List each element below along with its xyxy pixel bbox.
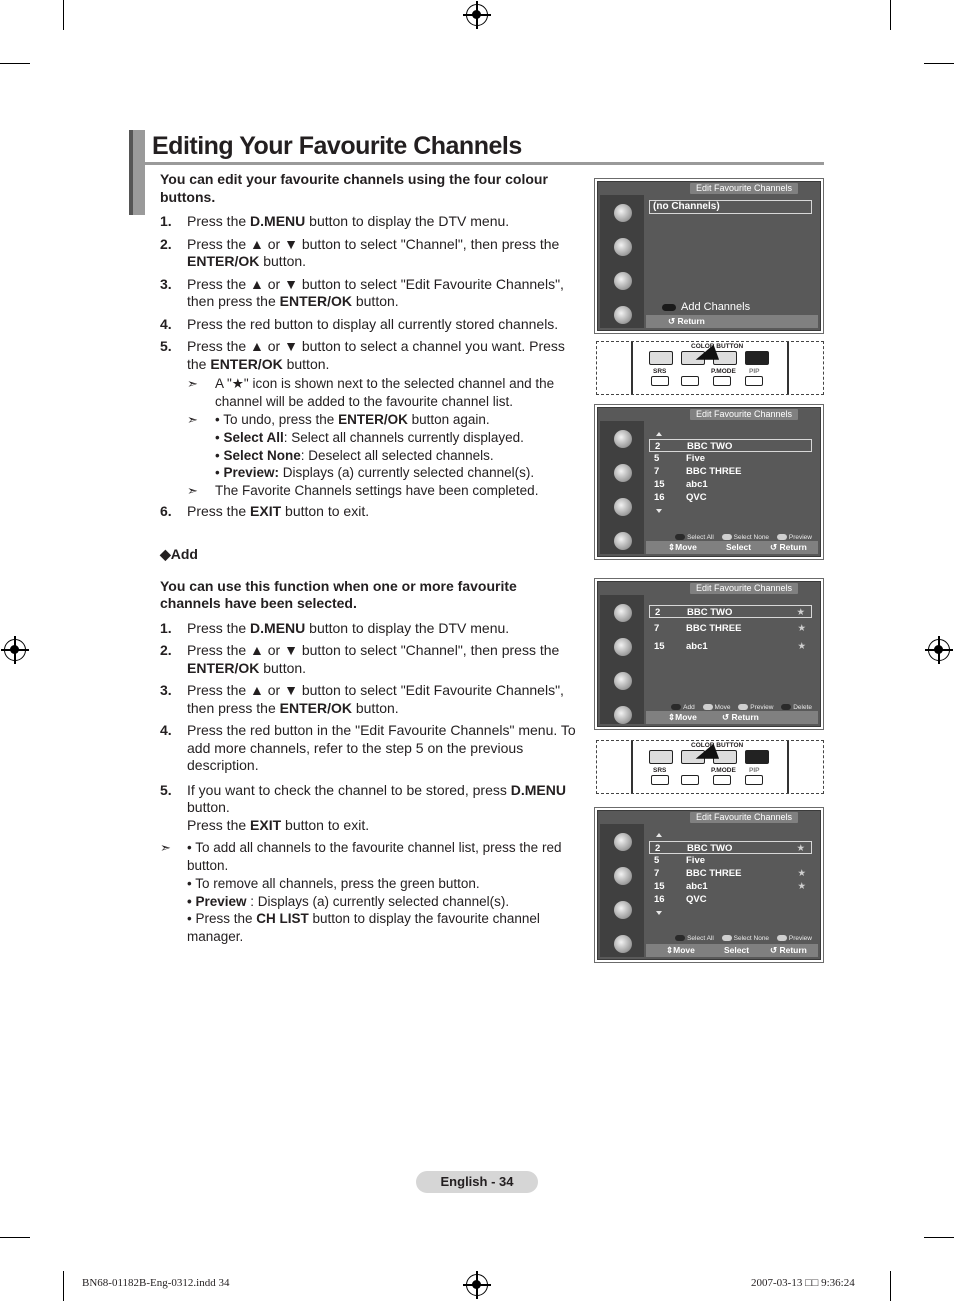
setup-menu-icon (602, 301, 642, 331)
move-hint: ⇕Move (666, 945, 695, 955)
channel-menu-icon (602, 667, 642, 697)
favourite-star-icon: ★ (796, 843, 805, 854)
step-item (160, 503, 580, 521)
menu-bottom-bar (646, 711, 818, 724)
step-item (160, 338, 580, 373)
step-text: If you want to check the channel to be stored, press (187, 781, 511, 798)
channel-row[interactable]: 2 BBC TWO ★ (649, 841, 812, 854)
note-text: • Press the (187, 911, 257, 926)
channel-row[interactable]: 2 BBC TWO ★ (649, 605, 812, 618)
button-name: ENTER/OK (279, 293, 352, 309)
button-name: D.MENU (250, 213, 306, 229)
step-item (160, 782, 580, 835)
setup-menu-icon (602, 701, 642, 731)
pmode-button[interactable] (713, 775, 731, 785)
step-text: button. (351, 293, 399, 309)
step-item (160, 213, 580, 231)
srs-button[interactable] (651, 376, 669, 386)
color-button-label: COLOR BUTTON (691, 742, 744, 749)
title-rule (145, 162, 824, 165)
menu-title: Edit Favourite Channels (690, 409, 798, 420)
srs-label: SRS (653, 767, 667, 774)
option-desc: : Deselect all selected channels. (300, 447, 494, 463)
step-number: 2. (160, 235, 172, 252)
step-item (160, 316, 580, 334)
crop-mark (63, 0, 64, 30)
note-arrow-icon: ➣ (187, 412, 198, 427)
section-add-steps (160, 546, 580, 945)
step-text: button. (259, 253, 307, 269)
pmode-label: P.MODE (711, 368, 736, 375)
button-name: ENTER/OK (187, 659, 260, 676)
menu-bottom-bar (646, 541, 818, 554)
option-preview: • Preview: Displays (a) currently selected channel(s). (215, 465, 535, 480)
channel-row[interactable]: 16 QVC (654, 492, 707, 503)
menu-title: Edit Favourite Channels (690, 812, 798, 823)
note-arrow-icon: ➣ (160, 840, 171, 855)
step-text: Press the ▲ or ▼ button to select a channel you want. Press the (187, 338, 565, 372)
add-channels-label: Add Channels (681, 301, 751, 313)
step-number: 3. (160, 682, 172, 698)
setup-menu-icon (602, 527, 642, 557)
step-text: Press the (187, 816, 251, 833)
crop-mark (0, 63, 30, 64)
favourite-star-icon: ★ (797, 623, 806, 634)
step-text: button to exit. (281, 816, 370, 833)
step-number: 4. (160, 722, 172, 738)
red-button[interactable] (649, 750, 673, 764)
sound-menu-icon (602, 633, 642, 663)
menu-icon-column (600, 595, 644, 724)
option-name: • Preview (187, 893, 247, 909)
channel-list (646, 195, 816, 313)
crop-mark (63, 1271, 64, 1301)
footer-file-name: BN68-01182B-Eng-0312.indd 34 (82, 1277, 230, 1289)
step-text: button. (351, 699, 399, 716)
channel-row[interactable]: 15 abc1 ★ (654, 881, 806, 892)
step-number: 1. (160, 619, 172, 636)
channel-row[interactable]: 2 BBC TWO (649, 439, 812, 452)
menu-icon-column (600, 824, 644, 957)
channel-row[interactable]: 5 Five (654, 855, 706, 866)
button-name: ENTER/OK (338, 412, 408, 427)
step-item (160, 276, 580, 311)
registration-mark-icon (928, 639, 950, 661)
note-text: • To add all channels to the favourite channel list, press the red button. (187, 840, 562, 873)
note-preview (160, 893, 580, 911)
return-hint[interactable]: ↺ Return (668, 316, 705, 326)
channel-row[interactable]: 15 abc1 (654, 479, 708, 490)
note-arrow-icon: ➣ (187, 376, 198, 391)
favourite-star-icon: ★ (797, 641, 806, 652)
favourite-star-icon: ★ (796, 607, 805, 618)
channel-row[interactable]: 7 BBC THREE (654, 466, 742, 477)
channel-menu-icon (602, 267, 642, 297)
scroll-up-icon[interactable] (656, 833, 662, 837)
page-number-badge: English - 34 (416, 1171, 538, 1193)
step-number: 4. (160, 315, 172, 332)
button-name: CH LIST (256, 911, 309, 926)
section-heading: ◆Add (160, 546, 198, 562)
page-title: Editing Your Favourite Channels (152, 132, 522, 160)
title-accent-bar (129, 130, 145, 215)
note-text: • To undo, press the (215, 412, 339, 427)
remote-body (631, 341, 789, 395)
srs-label: SRS (653, 368, 667, 375)
blue-button[interactable] (745, 750, 769, 764)
step-text: Press the ▲ or ▼ button to select "Channel", then press the (187, 642, 560, 658)
remote-color-buttons (596, 740, 824, 794)
favourite-star-icon: ★ (797, 868, 806, 879)
step-number: 2. (160, 642, 172, 658)
remote-color-buttons (596, 341, 824, 395)
button-name: ENTER/OK (279, 699, 352, 716)
channel-list (646, 595, 816, 709)
tv-menu-screen-empty (594, 178, 824, 334)
red-button-icon (662, 304, 676, 311)
note-item (187, 375, 580, 411)
red-button[interactable] (649, 351, 673, 365)
remote-body (631, 740, 789, 794)
registration-mark-icon (466, 1274, 488, 1296)
step-text: button to display the DTV menu. (305, 619, 510, 636)
dual-button[interactable] (681, 376, 699, 386)
note-ch-list (160, 910, 580, 945)
step-text: Press the (187, 502, 251, 519)
return-hint[interactable]: ↺ Return (770, 945, 807, 955)
color-button-legend: Select All Select None Preview (669, 533, 812, 543)
button-name: ENTER/OK (187, 253, 260, 269)
return-hint[interactable]: ↺ Return (722, 712, 759, 722)
step-item (160, 642, 580, 677)
button-name: D.MENU (510, 781, 566, 798)
no-channels-label: (no Channels) (649, 200, 812, 214)
return-hint[interactable]: ↺ Return (770, 542, 807, 552)
channel-row[interactable]: 16 QVC (654, 894, 707, 905)
channel-row[interactable]: 15 abc1 ★ (654, 641, 806, 652)
step-text: Press the (187, 619, 251, 636)
menu-icon-column (600, 195, 644, 328)
menu-title: Edit Favourite Channels (690, 183, 798, 194)
note-text: button again. (407, 412, 490, 427)
crop-mark (924, 63, 954, 64)
tv-menu-screen-favourites (594, 578, 824, 730)
step-text: button to display the DTV menu. (305, 213, 510, 229)
menu-icon-column (600, 421, 644, 554)
channel-list (646, 421, 816, 539)
favourite-star-icon: ★ (797, 881, 806, 892)
step-text: button. (282, 355, 330, 372)
picture-menu-icon (602, 599, 642, 629)
pmode-button[interactable] (713, 376, 731, 386)
color-button-legend: Add Move Preview Delete (665, 703, 812, 713)
select-hint: Select (726, 542, 752, 552)
pmode-label: P.MODE (711, 767, 736, 774)
note-item (187, 411, 580, 429)
note-text: A "★" icon is shown next to the selected channel and the channel will be added to the favourite channel list. (215, 376, 555, 409)
option-select-none: • Select None: Deselect all selected channels. (215, 447, 494, 463)
step-number: 5. (160, 338, 172, 354)
menu-bottom-bar (646, 315, 818, 328)
step-number: 3. (160, 275, 172, 292)
note-arrow-icon: ➣ (187, 482, 198, 498)
pip-label: PIP (749, 767, 760, 774)
scroll-up-icon[interactable] (656, 432, 662, 436)
pip-button[interactable] (745, 775, 763, 785)
sound-menu-icon (602, 233, 642, 263)
step-number: 6. (160, 502, 172, 519)
pip-label: PIP (749, 368, 760, 375)
option-name: Select None (223, 447, 301, 463)
step-text: Press the ▲ or ▼ button to select "Edit Favourite Channels", then press the (187, 275, 564, 309)
tv-menu-screen-add (594, 807, 824, 963)
channel-menu-icon (602, 896, 642, 926)
crop-mark (0, 1237, 30, 1238)
channel-row[interactable]: 7 BBC THREE ★ (654, 623, 806, 634)
channel-menu-icon (602, 493, 642, 523)
step-text: Press the ▲ or ▼ button to select "Edit Favourite Channels", then press the (187, 682, 564, 716)
button-name: EXIT (250, 816, 282, 833)
move-hint: ⇕Move (668, 712, 697, 722)
step-text: button. (259, 659, 307, 676)
step-text: Press the red button to display all currently stored channels. (187, 315, 559, 332)
option-name: Select All (223, 430, 284, 445)
note-item (187, 482, 580, 500)
note-text: • To remove all channels, press the green button. (187, 876, 480, 891)
scroll-down-icon[interactable] (656, 509, 662, 513)
registration-mark-icon (4, 639, 26, 661)
step-text: button to exit. (281, 502, 370, 519)
option-desc: Displays (a) currently selected channel(s). (279, 465, 535, 480)
picture-menu-icon (602, 828, 642, 858)
step-number: 1. (160, 213, 172, 229)
select-hint: Select (724, 945, 750, 955)
color-button-label: COLOR BUTTON (691, 343, 744, 350)
option-desc: : Displays (a) currently selected channel(s). (246, 893, 510, 909)
crop-mark (924, 1237, 954, 1238)
option-select-all: • Select All: Select all channels currently displayed. (215, 430, 524, 445)
pip-button[interactable] (745, 376, 763, 386)
step-item (160, 620, 580, 638)
section-edit-steps (160, 171, 580, 525)
srs-button[interactable] (651, 775, 669, 785)
picture-menu-icon (602, 425, 642, 455)
step-number: 5. (160, 781, 172, 798)
footer-timestamp: 2007-03-13 □□ 9:36:24 (751, 1277, 855, 1289)
option-name: Preview: (223, 465, 280, 480)
color-button-legend: Select All Select None Preview (669, 934, 812, 944)
step-text: Press the (187, 213, 251, 229)
menu-bottom-bar (646, 944, 818, 957)
step-text: button. (187, 799, 230, 815)
step-item (160, 236, 580, 271)
note-item (160, 839, 580, 875)
tv-menu-screen-select (594, 404, 824, 560)
add-channels-option[interactable] (662, 301, 750, 313)
move-hint: ⇕Move (668, 542, 697, 552)
picture-menu-icon (602, 199, 642, 229)
button-name: EXIT (250, 502, 282, 519)
blue-button[interactable] (745, 351, 769, 365)
sound-menu-icon (602, 862, 642, 892)
dual-button[interactable] (681, 775, 699, 785)
channel-row[interactable]: 5 Five (654, 453, 706, 464)
option-desc: : Select all channels currently displayed. (283, 430, 524, 445)
sound-menu-icon (602, 459, 642, 489)
button-name: D.MENU (250, 619, 306, 636)
channel-list (646, 824, 816, 942)
section-lead: You can edit your favourite channels using the four colour buttons. (160, 171, 548, 205)
section-lead: You can use this function when one or more favourite channels have been selected. (160, 577, 517, 611)
step-text: Press the ▲ or ▼ button to select "Channel", then press the (187, 235, 560, 252)
scroll-down-icon[interactable] (656, 911, 662, 915)
step-text: Press the red button in the "Edit Favourite Channels" menu. To add more channels, refer to the step 5 on the previous description. (187, 722, 576, 773)
note-text: The Favorite Channels settings have been completed. (215, 482, 539, 498)
channel-row[interactable]: 7 BBC THREE ★ (654, 868, 806, 879)
crop-mark (890, 1271, 891, 1301)
button-name: ENTER/OK (210, 355, 283, 372)
menu-title: Edit Favourite Channels (690, 583, 798, 594)
crop-mark (890, 0, 891, 30)
step-item (160, 722, 580, 775)
setup-menu-icon (602, 930, 642, 960)
note-text: button to display the favourite channel manager. (187, 911, 540, 944)
step-item (160, 682, 580, 717)
registration-mark-icon (466, 4, 488, 26)
